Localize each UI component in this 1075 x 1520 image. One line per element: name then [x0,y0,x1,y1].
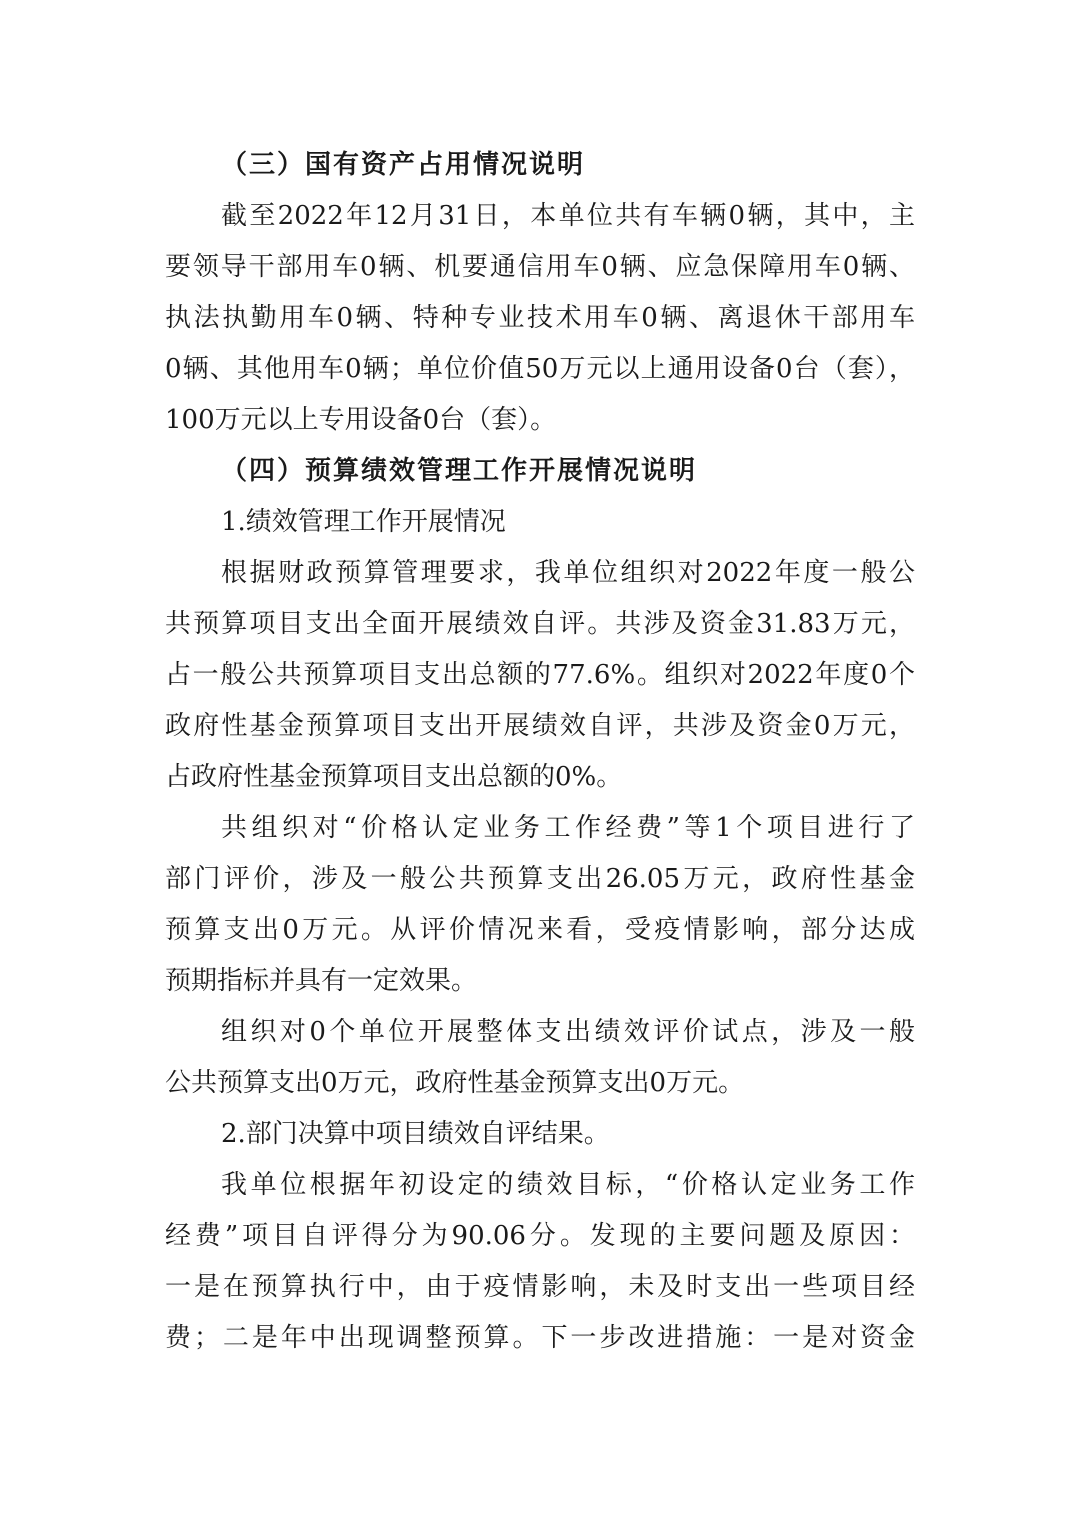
text-line: 占政府性基金预算项目支出总额的0%。 [165,762,623,792]
text-line: 共预算项目支出全面开展绩效自评。共涉及资金31.83万元， [165,609,915,639]
subheading-self-evaluation-results: 2.部门决算中项目绩效自评结果。 [221,1119,610,1149]
text-line: 共组织对“价格认定业务工作经费”等1个项目进行了 [221,813,915,843]
text-line: 预期指标并具有一定效果。 [165,966,478,996]
text-line: 经费”项目自评得分为90.06分。发现的主要问题及原因： [165,1221,915,1251]
text-line: 一是在预算执行中，由于疫情影响，未及时支出一些项目经 [165,1272,915,1302]
paragraph-pilot-evaluation [165,1007,915,1109]
text-line: 根据财政预算管理要求，我单位组织对2022年度一般公 [221,558,915,588]
text-line: 要领导干部用车0辆、机要通信用车0辆、应急保障用车0辆、 [165,252,915,282]
section-heading-performance-management: （四）预算绩效管理工作开展情况说明 [221,456,698,486]
paragraph-evaluation-results [165,1160,915,1364]
paragraph-self-evaluation [165,548,915,803]
text-line: 公共预算支出0万元，政府性基金预算支出0万元。 [165,1068,745,1098]
paragraph-department-evaluation [165,803,915,1007]
subheading-performance-work: 1.绩效管理工作开展情况 [221,507,506,537]
text-line: 部门评价，涉及一般公共预算支出26.05万元，政府性基金 [165,864,915,894]
text-line: 100万元以上专用设备0台（套）。 [165,405,557,435]
text-line: 执法执勤用车0辆、特种专业技术用车0辆、离退休干部用车 [165,303,915,333]
text-line: 政府性基金预算项目支出开展绩效自评，共涉及资金0万元， [165,711,915,741]
document-page [165,140,915,1364]
text-line: 我单位根据年初设定的绩效目标，“价格认定业务工作 [221,1170,915,1200]
paragraph-vehicles-assets [165,191,915,446]
text-line: 占一般公共预算项目支出总额的77.6%。组织对2022年度0个 [165,660,915,690]
text-line: 组织对0个单位开展整体支出绩效评价试点，涉及一般 [221,1017,915,1047]
text-line: 费；二是年中出现调整预算。下一步改进措施：一是对资金 [165,1323,915,1353]
text-line: 截至2022年12月31日，本单位共有车辆0辆，其中，主 [221,201,915,231]
section-heading-state-assets: （三）国有资产占用情况说明 [221,150,586,180]
text-line: 0辆、其他用车0辆；单位价值50万元以上通用设备0台（套）， [165,354,915,384]
text-line: 预算支出0万元。从评价情况来看，受疫情影响，部分达成 [165,915,915,945]
